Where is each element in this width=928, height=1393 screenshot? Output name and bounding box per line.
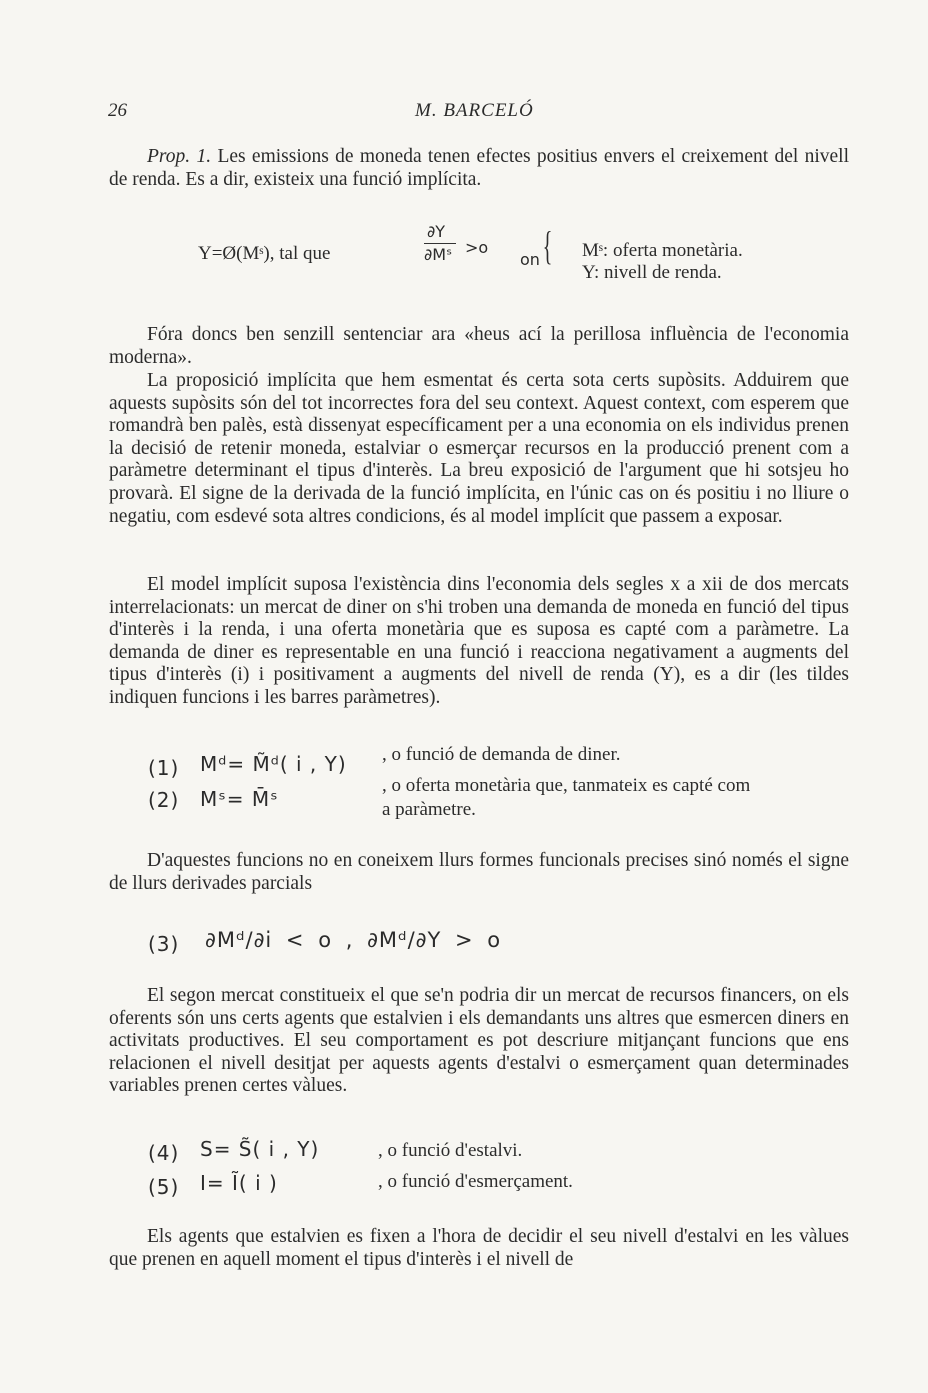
running-header-author: M. BARCELÓ (415, 100, 534, 121)
paragraph-5-text: El segon mercat constitueix el que se'n podria dir un mercat de recursos financers, on els oferents són uns certs agents que estalvien i els demandants uns altres que esmercen diners en activitats productives. El seu comportament es pot descriure mitjançant funcions que ens relacionen el nivell desitjat per aquests agents d'estalvi o esmerçament quan determinades variables prenen certes vàlues. (109, 985, 849, 1097)
paragraph-4-text: D'aquestes funcions no en coneixem llurs formes funcionals precises sinó només el signe de llurs derivades parcials (109, 850, 849, 894)
equation-2-formula: Mˢ= M̄ˢ (200, 787, 279, 811)
equation-5-number: (5) (148, 1175, 180, 1199)
paragraph-5 (109, 985, 849, 1098)
equation-0-def-income: Y: nivell de renda. (582, 262, 722, 283)
equation-0-deriv-rest: >o (465, 238, 489, 257)
equation-1-description: , o funció de demanda de diner. (382, 744, 621, 765)
equation-5-formula: I= Ĩ( i ) (200, 1171, 278, 1195)
equation-0-deriv-numerator: ∂Y (427, 222, 446, 241)
equation-0-fraction-bar (424, 243, 456, 244)
equation-4-description: , o funció d'estalvi. (378, 1140, 523, 1161)
page-number: 26 (108, 100, 127, 121)
proposition-text: Les emissions de moneda tenen efectes positius envers el creixement del nivell de renda. Es a dir, existeix una funció implícita. (109, 146, 850, 190)
equation-0-def-money-supply: Mˢ: oferta monetària. (582, 240, 743, 261)
paragraph-3 (109, 574, 849, 710)
equation-1-number: (1) (148, 756, 180, 780)
equation-4-formula: S= S̃( i , Y) (200, 1137, 320, 1161)
equation-0-deriv-denominator: ∂Mˢ (424, 245, 453, 264)
paragraph-3-text: El model implícit suposa l'existència dins l'economia dels segles x a xii de dos mercats interrelacionats: un mercat de diner on s'hi troben una demanda de moneda en funció del tipus d'interès i la renda, i una oferta monetària que es suposa es capté com a paràmetre. La demanda de diner es representable en una funció i reacciona negativament a augments del tipus d'interès (i) i positivament a augments del nivell de renda (Y), es a dir (les tildes indiquen funcions i les barres paràmetres). (109, 574, 849, 708)
paragraph-1 (109, 324, 849, 369)
proposition-block (109, 146, 849, 191)
equation-3-formula: ∂Mᵈ/∂i < o , ∂Mᵈ/∂Y > o (205, 928, 502, 952)
proposition-label: Prop. 1. (147, 146, 212, 167)
equation-2-description-line2: a paràmetre. (382, 799, 476, 820)
paragraph-6-text: Els agents que estalvien es fixen a l'hora de decidir el seu nivell d'estalvi en les vàlues que prenen en aquell moment el tipus d'interès i el nivell de (109, 1226, 849, 1270)
equation-0-formula: Y=Ø(Mˢ), tal que (198, 243, 331, 264)
paragraph-4 (109, 850, 849, 895)
equation-2-number: (2) (148, 788, 180, 812)
equation-4-number: (4) (148, 1141, 180, 1165)
equation-1-formula: Mᵈ= M̃ᵈ( i , Y) (200, 752, 347, 776)
equation-5-description: , o funció d'esmerçament. (378, 1171, 573, 1192)
equation-0-brace: { (542, 223, 553, 268)
paragraph-2 (109, 370, 849, 528)
equation-2-description-line1: , o oferta monetària que, tanmateix es capté com (382, 775, 751, 796)
paragraph-2-text: La proposició implícita que hem esmentat és certa sota certs supòsits. Adduirem que aquests supòsits són del tot incorrectes fora del seu context. Aquest context, com esperem que romandrà ben palès, està dissenyat específicament per a una economia on els individus prenen la decisió de retenir moneda, estalviar o esmerçar recursos en la producció prenent com a paràmetre determinant el tipus d'interès. La breu exposició de l'argument que hi sotsjeu ho provarà. El signe de la derivada de la funció implícita, en l'únic cas on és positiu i no lliure o negatiu, com esdevé sota altres condicions, és al model implícit que passem a exposar. (109, 370, 849, 527)
equation-0-on: on (520, 250, 540, 269)
paragraph-6 (109, 1226, 849, 1271)
equation-3-number: (3) (148, 932, 180, 956)
paragraph-1-text: Fóra doncs ben senzill sentenciar ara «heus ací la perillosa influència de l'economia moderna». (109, 324, 849, 368)
